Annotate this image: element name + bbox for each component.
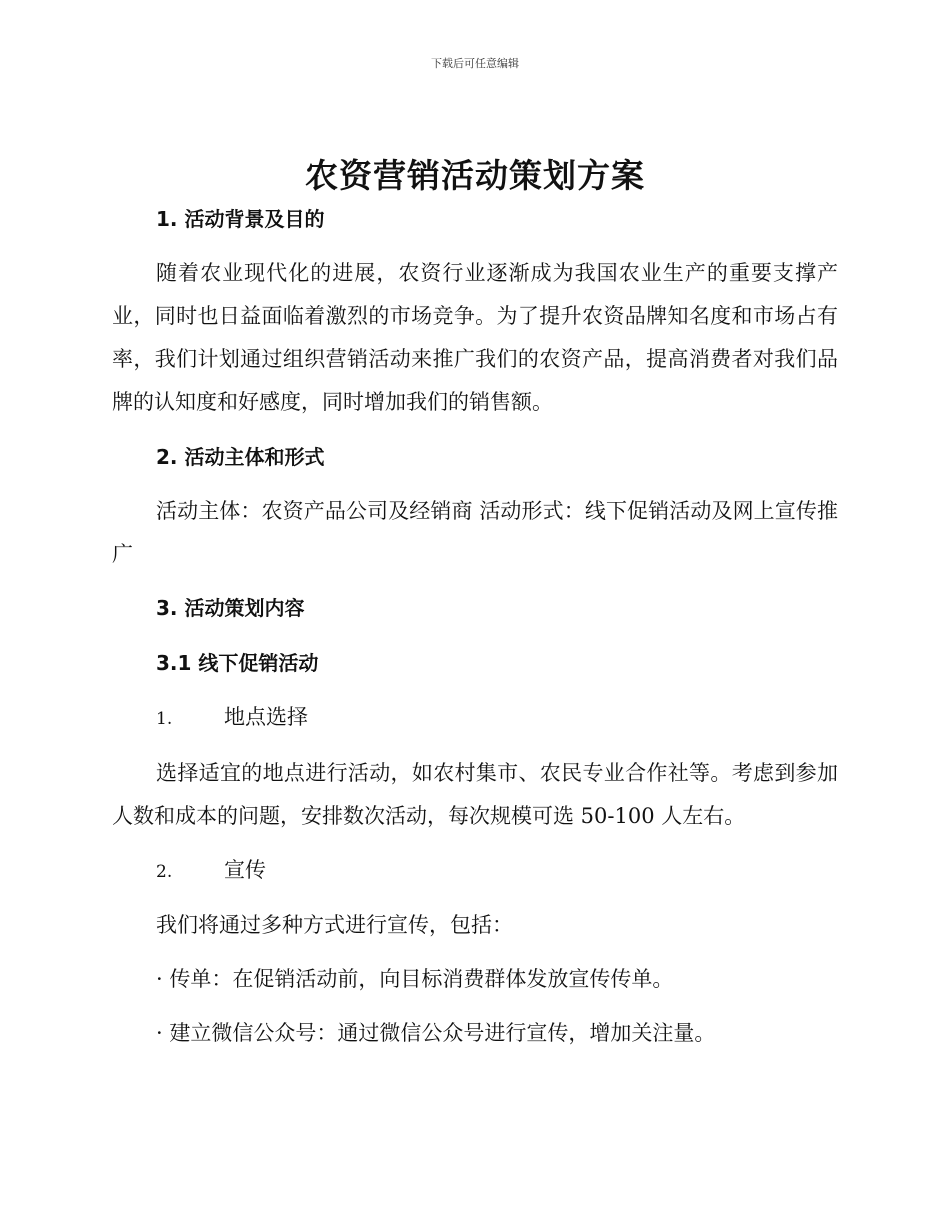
section-2-heading: 2. 活动主体和形式 bbox=[156, 445, 325, 469]
item-2-paragraph: 我们将通过多种方式进行宣传，包括： bbox=[156, 913, 513, 937]
header-note: 下载后可任意编辑 bbox=[431, 57, 519, 70]
section-3-1-heading: 3.1 线下促销活动 bbox=[156, 651, 319, 675]
list-item-number: 2. bbox=[156, 862, 173, 882]
document-title: 农资营销活动策划方案 bbox=[305, 156, 645, 195]
bullet-item: · 建立微信公众号：通过微信公众号进行宣传，增加关注量。 bbox=[156, 1021, 716, 1045]
item-1-paragraph: 选择适宜的地点进行活动，如农村集市、农民专业合作社等。考虑到参加人数和成本的问题，安排数次活动，每次规模可选 50-100 人左右。 bbox=[112, 761, 838, 828]
section-2-paragraph: 活动主体：农资产品公司及经销商 活动形式：线下促销活动及网上宣传推广 bbox=[112, 499, 838, 566]
list-item-number: 1. bbox=[156, 709, 173, 729]
bullet-item: · 传单：在促销活动前，向目标消费群体发放宣传传单。 bbox=[156, 967, 674, 991]
list-item-label: 宣传 bbox=[224, 858, 266, 882]
section-3-heading: 3. 活动策划内容 bbox=[156, 596, 305, 620]
list-item-1 bbox=[156, 696, 836, 741]
section-1-heading: 1. 活动背景及目的 bbox=[156, 207, 325, 231]
section-1-paragraph: 随着农业现代化的进展，农资行业逐渐成为我国农业生产的重要支撑产业，同时也日益面临着激烈的市场竞争。为了提升农资品牌知名度和市场占有率，我们计划通过组织营销活动来推广我们的农资产品，提高消费者对我们品牌的认知度和好感度，同时增加我们的销售额。 bbox=[112, 261, 838, 414]
list-item-2 bbox=[156, 849, 836, 894]
list-item-label: 地点选择 bbox=[224, 705, 308, 729]
